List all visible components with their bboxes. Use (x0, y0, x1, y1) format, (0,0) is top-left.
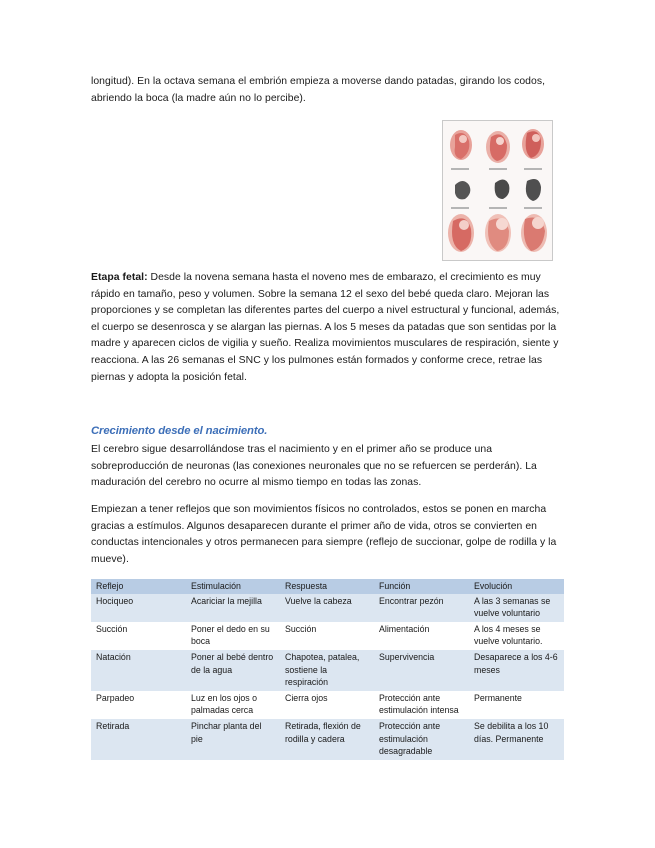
table-cell: Vuelve la cabeza (280, 594, 374, 622)
table-row (91, 691, 564, 719)
table-cell: Cierra ojos (280, 691, 374, 719)
column-header-estimulacion: Estimulación (186, 579, 280, 594)
table-cell: Protección ante estimulación desagradable (374, 719, 469, 760)
table-cell: A las 3 semanas se vuelve voluntario (469, 594, 564, 622)
table-cell: A los 4 meses se vuelve voluntario. (469, 622, 564, 650)
intro-paragraph: longitud). En la octava semana el embrión empieza a moverse dando patadas, girando los codos, abriendo la boca (la madre aún no lo percibe). (91, 76, 546, 104)
column-header-funcion: Función (374, 579, 469, 594)
table-cell: Hociqueo (91, 594, 186, 622)
table-row (91, 622, 564, 650)
table-row (91, 594, 564, 622)
brain-paragraph: El cerebro sigue desarrollándose tras el nacimiento y en el primer año se produce una sobreproducción de neuronas (las conexiones neuronales que no se refuercen se perderán). La maduración del cerebro no ocurre al mismo tiempo en todas las zonas. (91, 444, 537, 489)
table-cell: Alimentación (374, 622, 469, 650)
table-row (91, 650, 564, 691)
embryo-development-figure (442, 120, 553, 261)
table-cell: Poner el dedo en su boca (186, 622, 280, 650)
embryo-development-illustration (443, 121, 552, 260)
section-heading: Crecimiento desde el nacimiento. (91, 425, 268, 437)
fetus-stage-3 (521, 214, 547, 252)
table-cell: Retirada (91, 719, 186, 760)
fetal-stage-text: Desde la novena semana hasta el noveno mes de embarazo, el crecimiento es muy rápido en tamaño, peso y volumen. Sobre la semana 12 el sexo del bebé queda claro. Mejoran las proporciones y se completan las diferentes partes del cuerpo a nivel estructural y funcional, además, el cuerpo se desenrosca y se alargan las piernas. A los 5 meses da patadas que son sentidas por la madre y aparecen ciclos de vigilia y sueño. Realiza movimientos musculares de respiración, siente y reacciona. A las 26 semanas el SNC y los pulmones están formados y conforme crece, retrae las piernas y adopta la posición fetal. (91, 272, 560, 383)
table-cell: Luz en los ojos o palmadas cerca (186, 691, 280, 719)
table-cell: Supervivencia (374, 650, 469, 691)
table-cell: Parpadeo (91, 691, 186, 719)
table-cell: Acariciar la mejilla (186, 594, 280, 622)
fetus-stage-2 (485, 214, 511, 252)
table-cell: Pinchar planta del pie (186, 719, 280, 760)
table-cell: Succión (91, 622, 186, 650)
fetal-stage-paragraph (91, 270, 566, 386)
table-header-row (91, 579, 564, 594)
table-cell: Permanente (469, 691, 564, 719)
column-header-evolucion: Evolución (469, 579, 564, 594)
table-cell: Desaparece a los 4-6 meses (469, 650, 564, 691)
reflexes-table (91, 579, 564, 760)
table-cell: Protección ante estimulación intensa (374, 691, 469, 719)
column-header-reflejo: Reflejo (91, 579, 186, 594)
embryo-stage-2 (486, 131, 510, 170)
embryo-silhouette-1 (451, 181, 470, 209)
fetus-stage-1 (448, 214, 474, 252)
embryo-silhouette-2 (489, 179, 509, 209)
column-header-respuesta: Respuesta (280, 579, 374, 594)
embryo-silhouette-3 (524, 179, 542, 209)
embryo-stage-1 (450, 130, 472, 170)
embryo-stage-3 (522, 129, 544, 170)
fetal-stage-label: Etapa fetal: (91, 272, 148, 283)
table-cell: Natación (91, 650, 186, 691)
table-cell: Encontrar pezón (374, 594, 469, 622)
table-cell: Poner al bebé dentro de la agua (186, 650, 280, 691)
table-cell: Retirada, flexión de rodilla y cadera (280, 719, 374, 760)
table-row (91, 719, 564, 760)
table-cell: Succión (280, 622, 374, 650)
reflexes-paragraph: Empiezan a tener reflejos que son movimientos físicos no controlados, estos se ponen en marcha gracias a estímulos. Algunos desaparecen durante el primer año de vida, otros se convierten en conductas intencionales y otros permanecen para siempre (reflejo de succionar, golpe de rodilla y la mueve). (91, 504, 557, 565)
table-cell: Chapotea, patalea, sostiene la respiración (280, 650, 374, 691)
table-cell: Se debilita a los 10 días. Permanente (469, 719, 564, 760)
